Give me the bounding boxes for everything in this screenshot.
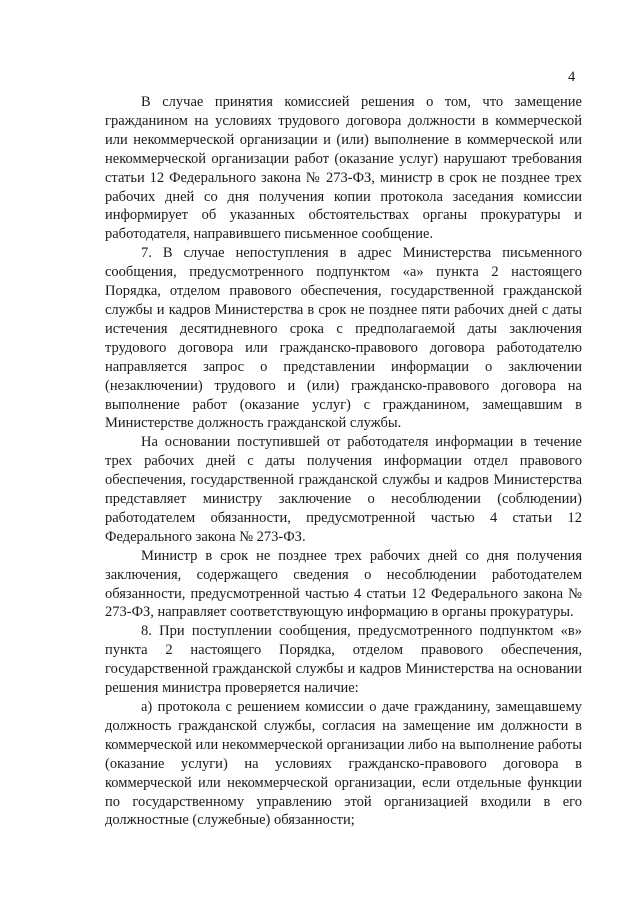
paragraph-employer-information: На основании поступившей от работодателя информации в течение трех рабочих дней с даты получения информации отдел правового обеспечения, государственной гражданской службы и кадров Министерства представляет министру заключение о несоблюдении (соблюдении) работодателем обязанности, предусмотренной частью 4 статьи 12 Федерального закона № 273-ФЗ. — [105, 434, 582, 545]
paragraph-minister-notification: Министр в срок не позднее трех рабочих дней со дня получения заключения, содержащего сведения о несоблюдении работодателем обязанности, предусмотренной частью 4 статьи 12 Федерального закона № 273-ФЗ, направляет соответствующую информацию в органы прокуратуры. — [105, 547, 582, 621]
document-body — [105, 93, 582, 830]
page-number: 4 — [568, 69, 576, 85]
paragraph-commission-decision: В случае принятия комиссией решения о том, что замещение гражданином на условиях трудового договора должности в коммерческой или некоммерческой организации и (или) выполнение в коммерческой или некоммерческой организации работ (оказание услуг) нарушают требования статьи 12 Федерального закона № 273-ФЗ, министр в срок не позднее трех рабочих дней со дня получения копии протокола заседания комиссии информирует об указанных обстоятельствах органы прокуратуры и работодателя, направившего письменное сообщение. — [105, 94, 582, 243]
paragraph-clause-7: 7. В случае непоступления в адрес Министерства письменного сообщения, предусмотренного подпунктом «а» пункта 2 настоящего Порядка, отделом правового обеспечения, государственной гражданской службы и кадров Министерства в срок не позднее пяти рабочих дней с даты истечения десятидневного срока с предполагаемой даты заключения трудового договора или гражданско-правового договора работодателю направляется запрос о представлении информации о заключении (незаключении) трудового и (или) гражданско-правового договора на выполнение работ (оказание услуг) с гражданином, замещавшим в Министерстве должность гражданской службы. — [105, 245, 582, 432]
paragraph-clause-8: 8. При поступлении сообщения, предусмотренного подпунктом «в» пункта 2 настоящего Порядка, отделом правового обеспечения, государственной гражданской службы и кадров Министерства на основании решения министра проверяется наличие: — [105, 623, 582, 697]
paragraph-subclause-a: а) протокола с решением комиссии о даче гражданину, замещавшему должность гражданской службы, согласия на замещение им должности в коммерческой или некоммерческой организации либо на выполнение работы (оказание услуги) на условиях гражданско-правового договора в коммерческой или некоммерческой организации, если отдельные функции по государственному управлению этой организацией входили в его должностные (служебные) обязанности; — [105, 699, 582, 829]
